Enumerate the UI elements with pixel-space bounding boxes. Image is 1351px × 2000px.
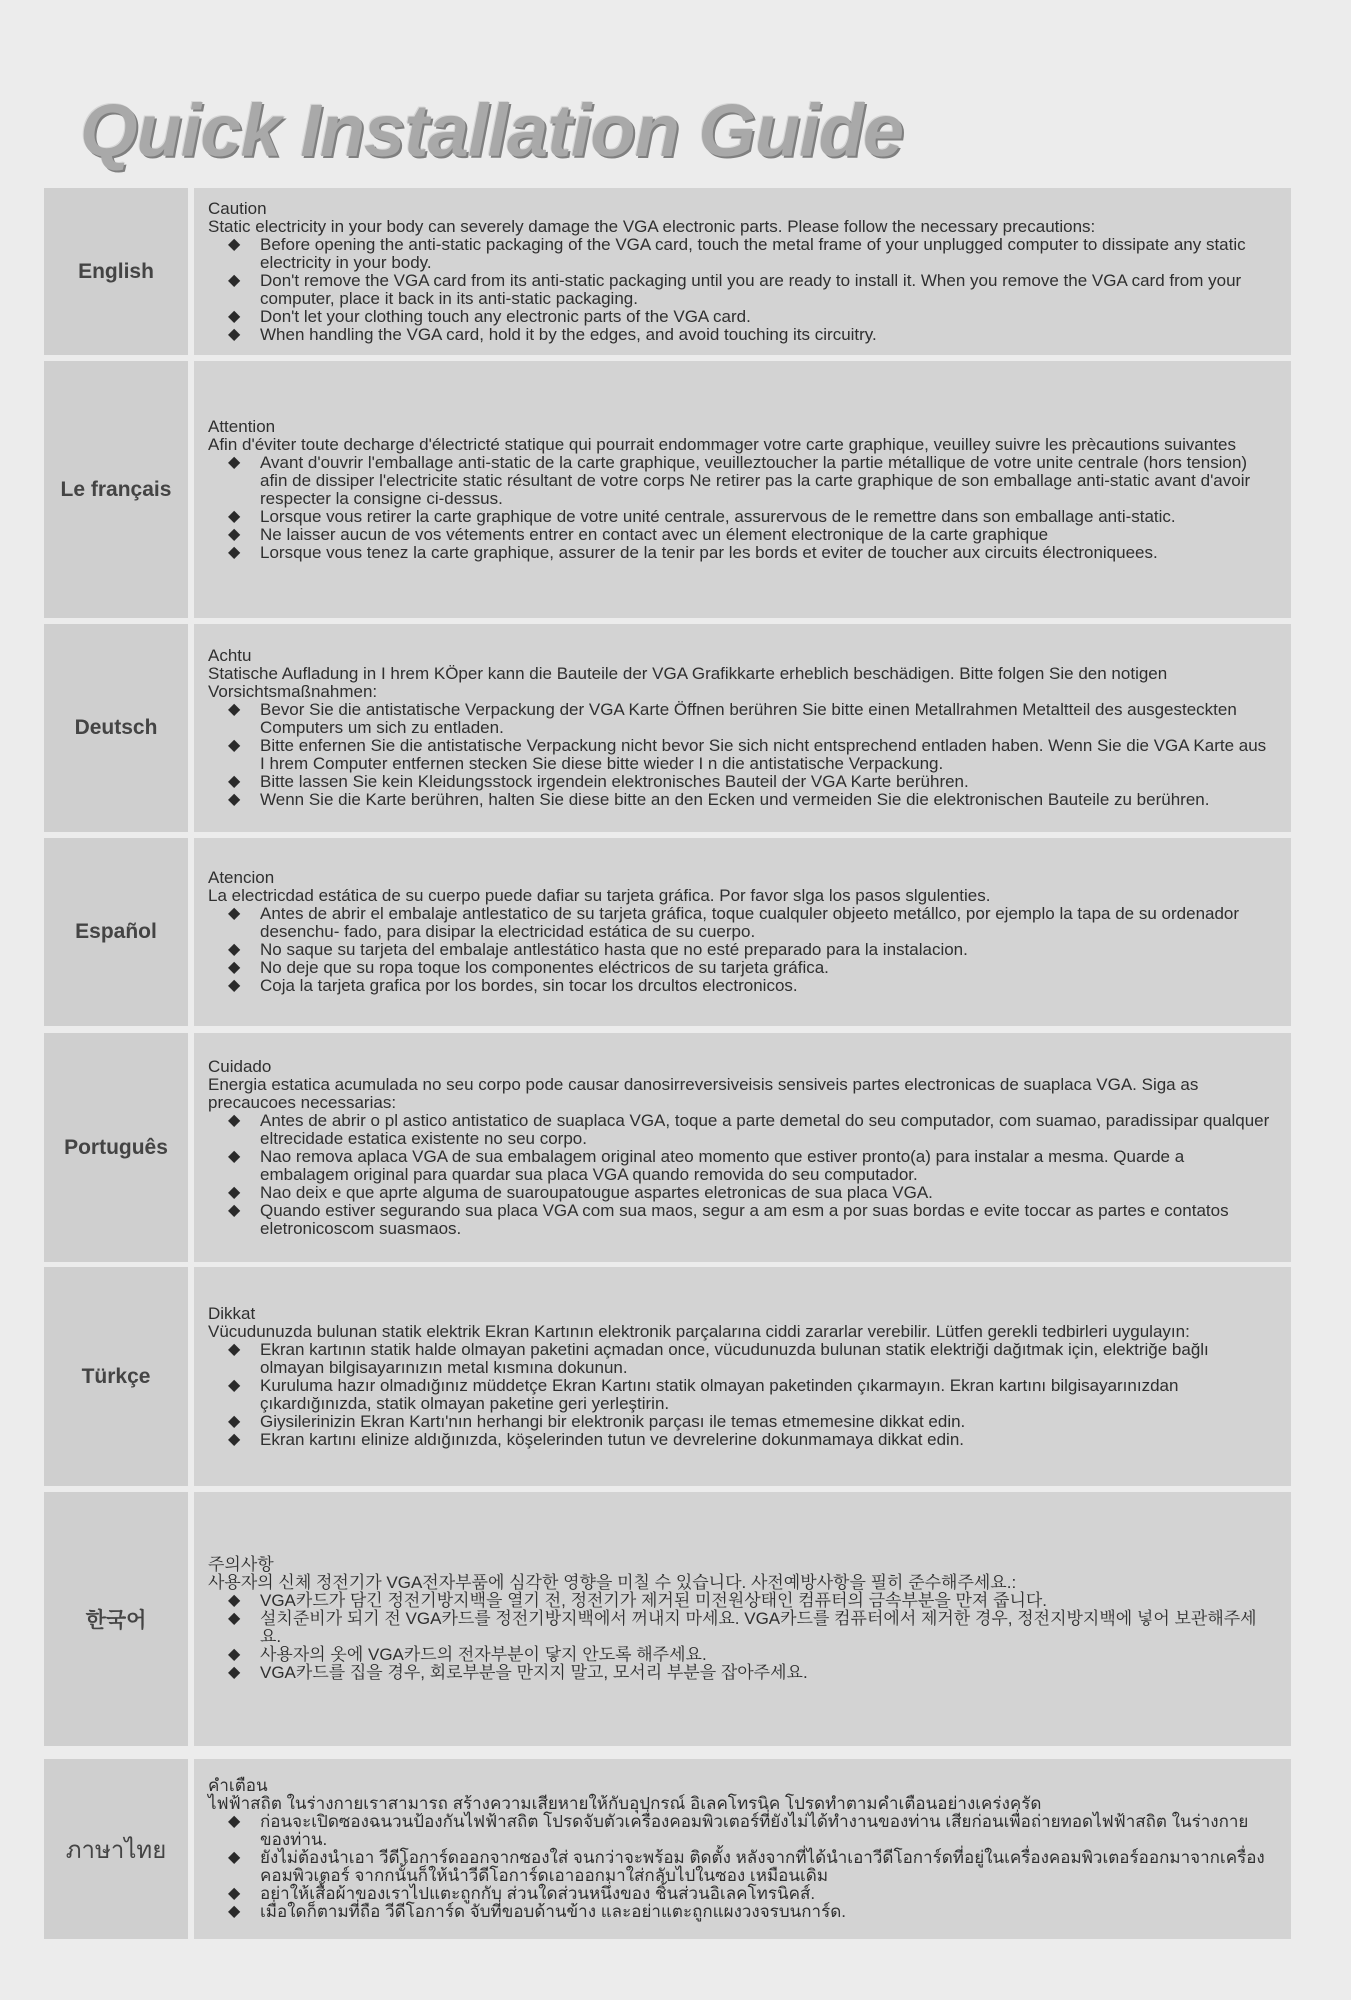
section-heading: Achtu [208,646,252,665]
precaution-text: 설치준비가 되기 전 VGA카드를 정전기방지백에서 꺼내지 마세요. VGA카드를 컴퓨터에서 제거한 경우, 정전지방지백에 넣어 보관해주세요. [260,1609,1257,1646]
section-english [44,188,1291,355]
language-label: 한국어 [44,1492,188,1746]
section-portuguese [44,1033,1291,1262]
section-body [194,838,1291,1026]
precaution-list [208,905,1275,995]
section-turkish [44,1267,1291,1486]
precaution-text: Before opening the anti-static packaging of the VGA card, touch the metal frame of your unplugged computer to dissipate any static electricity in your body. [260,234,1246,272]
section-german [44,624,1291,832]
precaution-text: อย่าให้เสื้อผ้าของเราไปแตะถูกกับ ส่วนใดส่วนหนึ่งของ ชิ้นส่วนอิเลคโทรนิคส์. [260,1884,816,1903]
precaution-text: Avant d'ouvrir l'emballage anti-static de la carte graphique, veuilleztoucher la partie métallique de votre unite centrale (hors tension) afin de dissiper l'electricite static résultant de votre corps Ne retirer pas la carte graphique de son emballage anti-static avant d'avoir respecter la consigne ci-dessus. [260,452,1251,508]
precaution-item [208,959,1275,977]
precaution-item [208,1664,1275,1682]
diamond-bullet-icon: ◆ [228,791,241,808]
section-body [194,624,1291,832]
diamond-bullet-icon: ◆ [228,325,241,343]
diamond-bullet-icon: ◆ [228,525,241,543]
precaution-item [208,1885,1275,1903]
page-title: Quick Installation Guide [80,89,904,172]
precaution-item [208,1184,1275,1202]
section-body [194,188,1291,355]
diamond-bullet-icon: ◆ [228,1430,241,1448]
precaution-text: No deje que su ropa toque los componentes eléctricos de su tarjeta gráfica. [260,958,829,977]
section-heading: Attention [208,416,276,436]
diamond-bullet-icon: ◆ [228,701,241,718]
precaution-list [208,1112,1275,1238]
precaution-text: When handling the VGA card, hold it by the edges, and avoid touching its circuitry. [260,324,877,344]
diamond-bullet-icon: ◆ [228,1885,241,1902]
precaution-text: ยังไม่ต้องนำเอา วีดีโอการ์ดออกจากซองใส่ จนกว่าจะพร้อม ติดตั้ง หลังจากที่ได้นำเอาวีดีโอการ์ดที่อยู่ในเครื่องคอมพิวเตอร์ออกมาจากเครื่องคอมพิวเตอร์ จากกนั้นก็ให้นำวีดีโอการ์ดเอาออกมาใส่กลับไปในซอง เหมือนเดิม [260,1848,1265,1885]
language-label: Le français [44,361,188,618]
diamond-bullet-icon: ◆ [228,507,241,525]
precaution-item [208,544,1275,562]
precaution-list [208,1592,1275,1682]
diamond-bullet-icon: ◆ [228,271,241,289]
section-intro: Static electricity in your body can severely damage the VGA electronic parts. Please follow the necessary precautions: [208,216,1096,236]
precaution-item [208,1341,1275,1377]
precaution-list [208,236,1275,344]
section-french [44,361,1291,618]
precaution-text: Lorsque vous tenez la carte graphique, assurer de la tenir par les bords et eviter de toucher aux circuits électroniquees. [260,542,1158,562]
section-intro: Statische Aufladung in I hrem KÖper kann die Bauteile der VGA Grafikkarte erheblich beschädigen. Bitte folgen Sie den notigen Vorsichtsmaßnahmen: [208,664,1168,701]
precaution-list [208,701,1275,809]
precaution-item [208,1202,1275,1238]
precaution-item [208,272,1275,308]
section-heading: Atencion [208,868,275,887]
precaution-item [208,1148,1275,1184]
precaution-item [208,454,1275,508]
section-intro: La electricdad estática de su cuerpo puede dafiar su tarjeta gráfica. Por favor slga los pasos slgulenties. [208,886,991,905]
section-heading: คำเตือน [208,1776,268,1795]
diamond-bullet-icon: ◆ [228,959,241,976]
diamond-bullet-icon: ◆ [228,1376,241,1394]
precaution-text: เมื่อใดก็ตามที่ถือ วีดีโอการ์ด จับที่ขอบด้านข้าง และอย่าแตะถูกแผงวงจรบนการ์ด. [260,1902,846,1921]
diamond-bullet-icon: ◆ [228,737,241,754]
language-label: Español [44,838,188,1026]
diamond-bullet-icon: ◆ [228,307,241,325]
diamond-bullet-icon: ◆ [228,235,241,253]
precaution-item [208,1592,1275,1610]
precaution-item [208,791,1275,809]
diamond-bullet-icon: ◆ [228,941,241,958]
precaution-item [208,1849,1275,1885]
precaution-item [208,236,1275,272]
section-intro: 사용자의 신체 정전기가 VGA전자부품에 심각한 영향을 미칠 수 있습니다. 사전예방사항을 필히 준수해주세요.: [208,1573,1017,1592]
precaution-text: Don't let your clothing touch any electronic parts of the VGA card. [260,306,751,326]
diamond-bullet-icon: ◆ [228,543,241,561]
precaution-text: VGA카드가 담긴 정전기방지백을 열기 전, 정전기가 제거된 미전원상태인 컴퓨터의 금속부분을 만져 줍니다. [260,1591,1048,1610]
precaution-text: Bevor Sie die antistatische Verpackung der VGA Karte Öffnen berühren Sie bitte einen Metallrahmen Metaltteil des ausgesteckten Computers um sich zu entladen. [260,700,1237,737]
precaution-item [208,1813,1275,1849]
section-heading: Dikkat [208,1303,256,1323]
precaution-text: VGA카드를 집을 경우, 회로부분을 만지지 말고, 모서리 부분을 잡아주세요. [260,1663,808,1682]
diamond-bullet-icon: ◆ [228,1610,241,1627]
precaution-text: Wenn Sie die Karte berühren, halten Sie diese bitte an den Ecken und vermeiden Sie die elektronischen Bauteile zu berühren. [260,790,1210,809]
precaution-item [208,308,1275,326]
precaution-text: Ekran kartının statik halde olmayan paketini açmadan once, vücudunuzda bulunan statik elektriği dağıtmak için, elektriğe bağlı olmayan bilgisayarınızın metal kısmına dokunun. [260,1339,1209,1377]
precaution-item [208,737,1275,773]
precaution-list [208,454,1275,562]
precaution-text: Nao remova aplaca VGA de sua embalagem original ateo momento que estiver pronto(a) para instalar a mesma. Quarde a embalagem original para quardar sua placa VGA quando removida do seu computador. [260,1146,1185,1184]
language-label: Português [44,1033,188,1262]
precaution-item [208,1377,1275,1413]
section-intro: Vücudunuzda bulunan statik elektrik Ekran Kartının elektronik parçalarına ciddi zararlar verebilir. Lütfen gerekli tedbirleri uygulayın: [208,1321,1190,1341]
diamond-bullet-icon: ◆ [228,773,241,790]
precaution-text: No saque su tarjeta del embalaje antlestático hasta que no esté preparado para la instalacion. [260,940,968,959]
diamond-bullet-icon: ◆ [228,977,241,994]
section-intro: ไฟฟ้าสถิต ในร่างกายเราสามารถ สร้างความเสียหายให้กับอุปกรณ์ อิเลคโทรนิค โปรดทำตามคำเตือนอย่างเคร่งครัด [208,1794,1042,1813]
precaution-item [208,905,1275,941]
section-intro: Afin d'éviter toute decharge d'électricté statique qui pourrait endommager votre carte graphique, veuilley suivre les prècautions suivantes [208,434,1237,454]
diamond-bullet-icon: ◆ [228,1646,241,1663]
diamond-bullet-icon: ◆ [228,1664,241,1681]
precaution-text: Giysilerinizin Ekran Kartı'nın herhangi bir elektronik parçası ile temas etmemesine dikkat edin. [260,1411,966,1431]
section-body [194,1033,1291,1262]
section-body [194,361,1291,618]
precaution-item [208,1903,1275,1921]
language-label: Türkçe [44,1267,188,1486]
section-thai [44,1759,1291,1939]
precaution-text: Coja la tarjeta grafica por los bordes, sin tocar los drcultos electronicos. [260,976,798,995]
precaution-item [208,326,1275,344]
section-heading: Caution [208,198,267,218]
precaution-text: 사용자의 옷에 VGA카드의 전자부분이 닿지 안도록 해주세요. [260,1645,707,1664]
language-label: English [44,188,188,355]
precaution-item [208,508,1275,526]
precaution-item [208,977,1275,995]
precaution-text: Don't remove the VGA card from its anti-static packaging until you are ready to install it. When you remove the VGA card from your computer, place it back in its anti-static packaging. [260,270,1242,308]
section-intro: Energia estatica acumulada no seu corpo pode causar danosirreversiveisis sensiveis partes electronicas de suaplaca VGA. Siga as precaucoes necessarias: [208,1074,1199,1112]
language-label: ภาษาไทย [44,1759,188,1939]
precaution-text: Bitte enfernen Sie die antistatische Verpackung nicht bevor Sie sich nicht entsprechend entladen haben. Wenn Sie die VGA Karte aus I hrem Computer entfernen stecken Sie diese bitte wieder I n die antistatische Verpackung. [260,736,1267,773]
precaution-item [208,701,1275,737]
section-korean [44,1492,1291,1746]
section-body [194,1759,1291,1939]
section-body [194,1492,1291,1746]
precaution-text: Kuruluma hazır olmadığınız müddetçe Ekran Kartını statik olmayan paketinden çıkarmayın. Ekran kartını bilgisayarınızdan çıkardığınızda, statik olmayan paketine geri yerleştirin. [260,1375,1179,1413]
diamond-bullet-icon: ◆ [228,1813,241,1830]
precaution-text: Bitte lassen Sie kein Kleidungsstock irgendein elektronisches Bauteil der VGA Karte berühren. [260,772,969,791]
precaution-item [208,1610,1275,1646]
precaution-item [208,941,1275,959]
diamond-bullet-icon: ◆ [228,453,241,471]
precaution-item [208,1413,1275,1431]
precaution-item [208,1646,1275,1664]
diamond-bullet-icon: ◆ [228,1903,241,1920]
precaution-item [208,526,1275,544]
diamond-bullet-icon: ◆ [228,1849,241,1866]
section-body [194,1267,1291,1486]
diamond-bullet-icon: ◆ [228,1592,241,1609]
precaution-text: ก่อนจะเปิดซองฉนวนป้องกันไฟฟ้าสถิต โปรดจับตัวเครื่องคอมพิวเตอร์ที่ยังไม่ได้ทำงานของท่าน เสียก่อนเพื่อถ่ายทอดไฟฟ้าสถิต ในร่างกายของท่าน. [260,1812,1249,1849]
section-heading: Cuidado [208,1056,272,1076]
section-spanish [44,838,1291,1026]
precaution-text: Lorsque vous retirer la carte graphique de votre unité centrale, assurervous de le remettre dans son emballage anti-static. [260,506,1176,526]
precaution-text: Quando estiver segurando sua placa VGA com sua maos, segur a am esm a por suas bordas e evite toccar as partes e contatos eletronicoscom suasmaos. [260,1200,1229,1238]
precaution-text: Antes de abrir el embalaje antlestatico de su tarjeta gráfica, toque cualquler objeeto metállco, por ejemplo la tapa de su ordenador desenchu- fado, para disipar la electricidad estática de su cuerpo. [260,904,1240,941]
precaution-list [208,1341,1275,1449]
precaution-item [208,1431,1275,1449]
diamond-bullet-icon: ◆ [228,1147,241,1165]
precaution-item [208,1112,1275,1148]
precaution-list [208,1813,1275,1921]
precaution-text: Nao deix e que aprte alguma de suaroupatougue aspartes eletronicas de sua placa VGA. [260,1182,933,1202]
diamond-bullet-icon: ◆ [228,1340,241,1358]
section-heading: 주의사항 [208,1555,274,1574]
diamond-bullet-icon: ◆ [228,1111,241,1129]
precaution-item [208,773,1275,791]
diamond-bullet-icon: ◆ [228,905,241,922]
language-label: Deutsch [44,624,188,832]
precaution-text: Ekran kartını elinize aldığınızda, köşelerinden tutun ve devrelerine dokunmamaya dikkat edin. [260,1429,965,1449]
precaution-text: Ne laisser aucun de vos vétements entrer en contact avec un élement electronique de la carte graphique [260,524,1049,544]
diamond-bullet-icon: ◆ [228,1412,241,1430]
diamond-bullet-icon: ◆ [228,1201,241,1219]
diamond-bullet-icon: ◆ [228,1183,241,1201]
precaution-text: Antes de abrir o pl astico antistatico de suaplaca VGA, toque a parte demetal do seu computador, com suamao, paradissipar qualquer eltrecidade estatica existente no seu corpo. [260,1110,1270,1148]
